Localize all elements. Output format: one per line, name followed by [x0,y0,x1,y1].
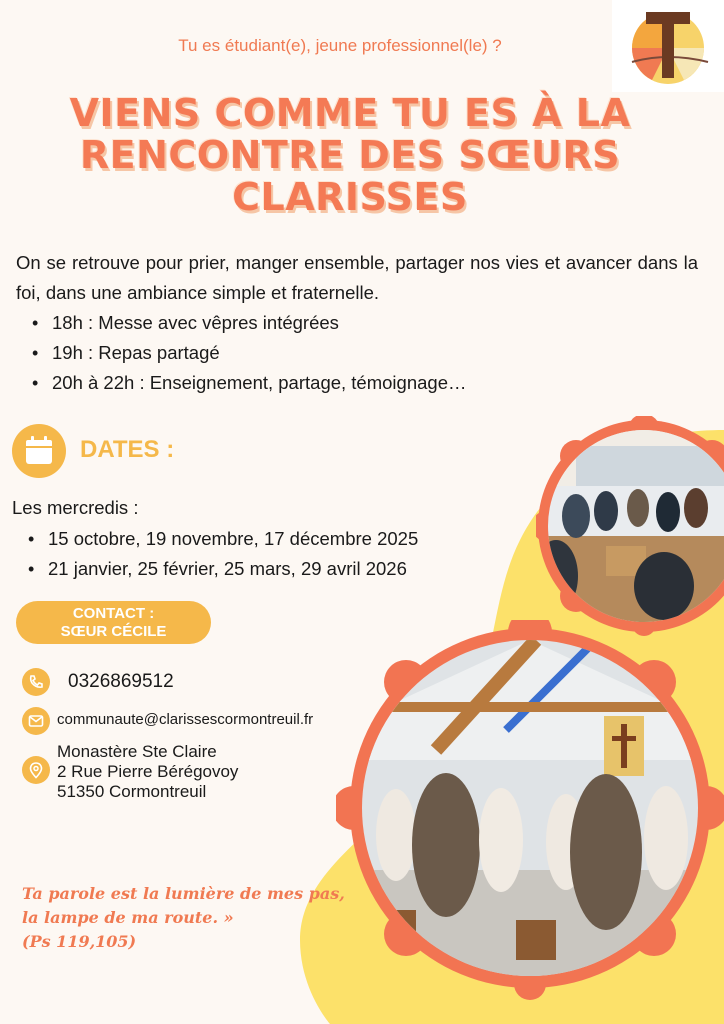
address-line: 51350 Cormontreuil [57,782,207,801]
quote-reference: (Ps 119,105) [22,932,137,951]
intro-question: Tu es étudiant(e), jeune professionnel(le) ? [178,36,502,55]
postal-address [57,742,238,802]
dates-title: DATES : [80,436,175,463]
photo-sisters-praying [336,620,724,1000]
schedule-item [32,368,466,398]
schedule-item [32,308,466,338]
email-address[interactable]: communaute@clarissescormontreuil.fr [57,711,314,728]
schedule-item-text: 20h à 22h : Enseignement, partage, témoignage… [52,372,467,393]
headline [30,92,670,218]
contact-label: CONTACT : [72,604,155,622]
dates-item-text: 21 janvier, 25 février, 25 mars, 29 avril 2026 [48,558,407,579]
description: On se retrouve pour prier, manger ensemble, partager nos vies et avancer dans la foi, dans une ambiance simple et fraternelle. [16,252,698,303]
bible-quote [22,882,352,954]
contact-badge [16,601,211,644]
schedule-list [32,308,466,398]
email-icon [22,707,50,735]
headline-line: RENCONTRE DES SŒURS [79,133,621,177]
quote-line: la lampe de ma route. » [22,908,234,927]
schedule-item-text: 19h : Repas partagé [52,342,220,363]
quote-line: Ta parole est la lumière de mes pas, [22,884,345,903]
address-line: 2 Rue Pierre Bérégovoy [57,762,239,781]
location-pin-icon [22,756,50,784]
dates-list [28,524,418,584]
contact-person: SŒUR CÉCILE [60,622,167,640]
dates-item [28,524,418,554]
calendar-icon [12,424,66,478]
phone-icon [22,668,50,696]
address-line: Monastère Ste Claire [57,742,217,761]
headline-line: CLARISSES [232,175,468,219]
headline-line: VIENS COMME TU ES À LA [69,91,631,135]
dates-intro: Les mercredis : [12,497,139,518]
dates-item-text: 15 octobre, 19 novembre, 17 décembre 2025 [48,528,419,549]
schedule-item [32,338,466,368]
phone-number[interactable]: 0326869512 [68,671,174,692]
photo-community-gathering [536,416,724,636]
dates-item [28,554,418,584]
schedule-item-text: 18h : Messe avec vêpres intégrées [52,312,339,333]
